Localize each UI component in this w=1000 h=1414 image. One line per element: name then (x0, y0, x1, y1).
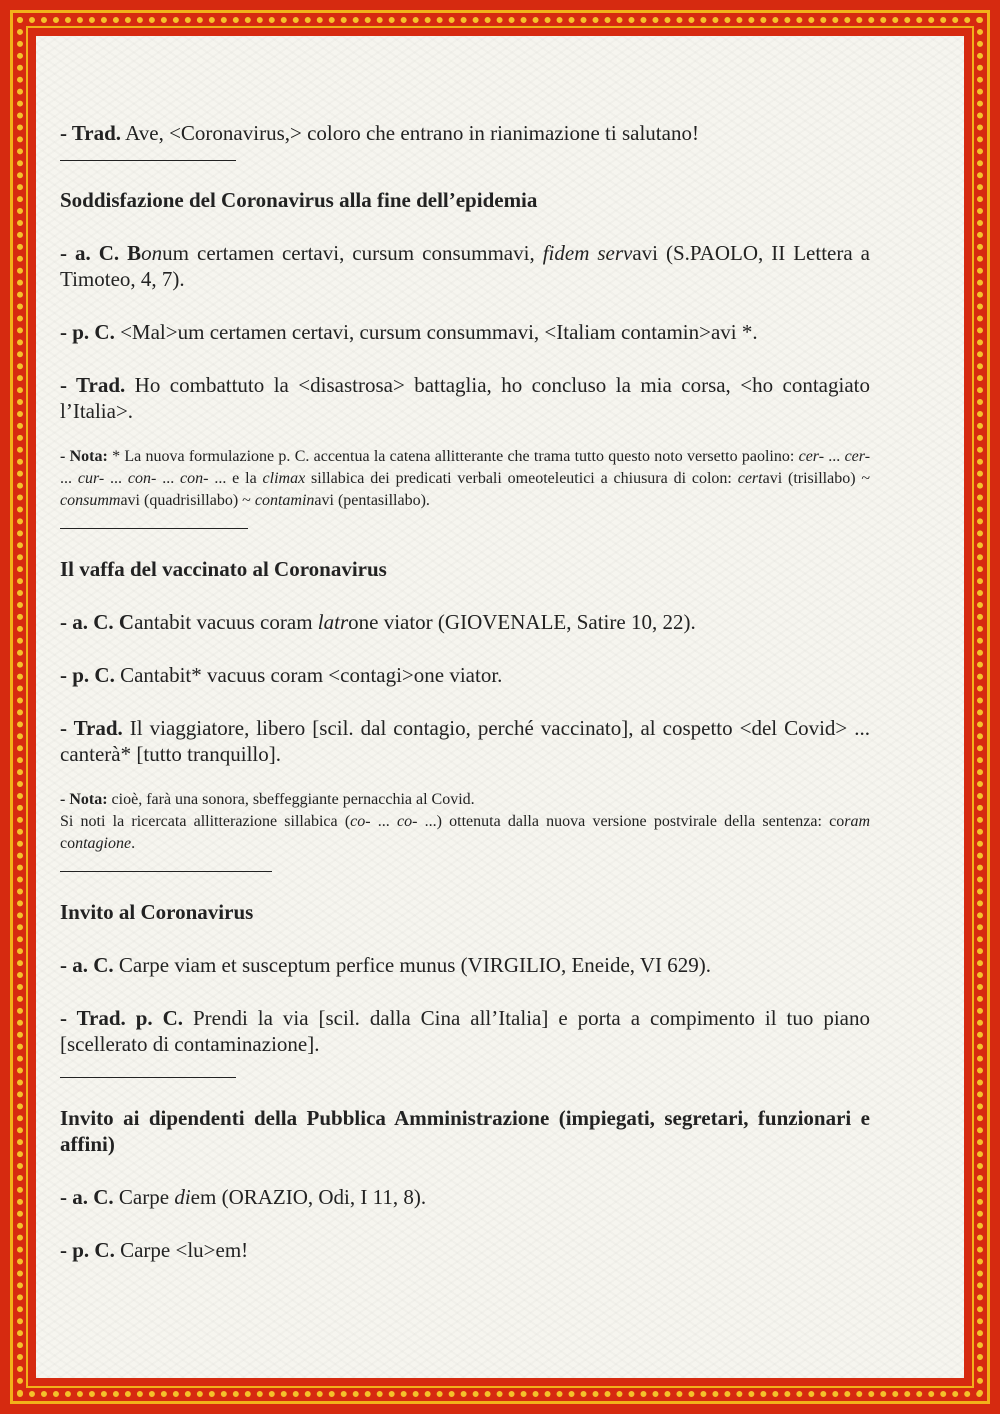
nota-text: ... (824, 448, 845, 465)
ac-quote (60, 952, 870, 978)
pc-label: - p. C. (60, 320, 115, 344)
nota-italic: cert (737, 470, 763, 487)
nota-paragraph (60, 789, 870, 855)
ac-text: B (119, 241, 142, 265)
pc-label: - p. C. (60, 663, 115, 687)
page-content (60, 80, 870, 1263)
nota-text: co (60, 835, 76, 852)
pc-label: - p. C. (60, 1238, 115, 1262)
ac-text: em (ORAZIO, Odi, I 11, 8). (190, 1185, 427, 1209)
trad-text: Il viaggiatore, libero [scil. dal contagio, perché vaccinato], al cospetto <del Covid> ... canterà* [tutto tranquillo]. (60, 716, 871, 766)
ac-quote (60, 609, 870, 635)
nota-text: avi (trisillabo) ~ (762, 470, 871, 487)
nota-italic: ram (844, 813, 871, 830)
trad-text: Prendi la via [scil. dalla Cina all’Italia] e porta a compimento il tuo piano [scellerato di contaminazione]. (60, 1006, 870, 1056)
nota-line (60, 811, 870, 855)
section-title: Il vaffa del vaccinato al Coronavirus (60, 557, 387, 581)
nota-label: - Nota: (60, 791, 108, 808)
ac-italic: on (141, 241, 163, 265)
nota-italic: cur- (77, 470, 105, 487)
nota-italic: co- (350, 813, 371, 830)
nota-text: sillabica dei predicati verbali omeoteleutici a chiusura di colon: (305, 470, 738, 487)
trad-text: Ave, <Coronavirus,> coloro che entrano in rianimazione ti salutano! (121, 121, 699, 145)
trad-paragraph (60, 715, 870, 767)
ac-text: Carpe viam et susceptum perfice munus (VIRGILIO, Eneide, VI 629). (113, 953, 712, 977)
ac-label: - a. C. (60, 610, 114, 634)
ac-italic: di (174, 1185, 191, 1209)
pc-text: Cantabit* vacuus coram <contagi>one viator. (114, 663, 503, 687)
ac-label: - a. C. (60, 1185, 114, 1209)
ac-label: - a. C. (60, 953, 114, 977)
pc-quote (60, 319, 870, 345)
nota-text: . (131, 835, 136, 852)
top-trad (60, 120, 870, 146)
nota-italic: contamin (254, 492, 315, 509)
ac-label: - a. C. (60, 241, 120, 265)
trad-paragraph (60, 372, 870, 424)
ac-text: avi (S.PAOLO, II Lettera a Timoteo, 4, 7). (60, 241, 870, 291)
nota-italic: climax (262, 470, 306, 487)
pc-text: Carpe <lu>em! (114, 1238, 249, 1262)
nota-italic: con- (180, 470, 209, 487)
nota-text: avi (pentasillabo). (314, 492, 430, 509)
ac-text: C (113, 610, 135, 634)
trad-label: - Trad. (60, 373, 126, 397)
nota-text: Si noti la ricercata allitterazione sillabica ( (60, 813, 351, 830)
nota-label: - Nota: (60, 448, 108, 465)
trad-label: - Trad. p. C. (60, 1006, 184, 1030)
nota-text: ...) ottenuta dalla nuova versione postvirale della sentenza: co (417, 813, 845, 830)
nota-line (60, 789, 870, 811)
nota-italic: ntagione (75, 835, 132, 852)
ac-italic: fidem serv (542, 241, 633, 265)
section-title: Soddisfazione del Coronavirus alla fine dell’epidemia (60, 188, 538, 212)
nota-italic: consumm (60, 492, 121, 509)
ac-text: antabit vacuus coram (134, 610, 318, 634)
nota-text: ... (156, 470, 181, 487)
ac-text: Carpe (113, 1185, 175, 1209)
nota-italic: con- (127, 470, 157, 487)
nota-italic: cer- (844, 448, 871, 465)
pc-text: <Mal>um certamen certavi, cursum consummavi, <Italiam contamin>avi *. (114, 320, 758, 344)
nota-text: ... (370, 813, 397, 830)
section-separator (60, 160, 236, 161)
ac-quote (60, 1184, 870, 1210)
ac-text: um certamen certavi, cursum consummavi, (162, 241, 543, 265)
trad-text: Ho combattuto la <disastrosa> battaglia, ho concluso la mia corsa, <ho contagiato l’Italia>. (60, 373, 870, 423)
section-title: Invito ai dipendenti della Pubblica Amministrazione (impiegati, segretari, funzionari e affini) (60, 1106, 870, 1156)
ac-italic: latr (317, 610, 349, 634)
nota-text: avi (quadrisillabo) ~ (120, 492, 255, 509)
ac-quote (60, 240, 870, 292)
section-separator (60, 871, 272, 872)
nota-italic: cer- (798, 448, 825, 465)
trad-label: - Trad. (60, 716, 123, 740)
trad-label: - Trad. (60, 121, 122, 145)
nota-text: ... (60, 470, 78, 487)
ac-text: one viator (GIOVENALE, Satire 10, 22). (348, 610, 696, 634)
nota-italic: co- (396, 813, 418, 830)
section-separator (60, 528, 248, 529)
nota-text: cioè, farà una sonora, sbeffeggiante pernacchia al Covid. (107, 791, 475, 808)
pc-quote (60, 662, 870, 688)
section-title: Invito al Coronavirus (60, 900, 254, 924)
nota-paragraph (60, 446, 870, 512)
nota-text: * La nuova formulazione p. C. accentua la catena allitterante che trama tutto questo noto versetto paolino: (107, 448, 799, 465)
nota-text: ... e la (208, 470, 263, 487)
pc-quote (60, 1237, 870, 1263)
section-separator (60, 1077, 236, 1078)
trad-paragraph (60, 1005, 870, 1057)
nota-text: ... (104, 470, 128, 487)
